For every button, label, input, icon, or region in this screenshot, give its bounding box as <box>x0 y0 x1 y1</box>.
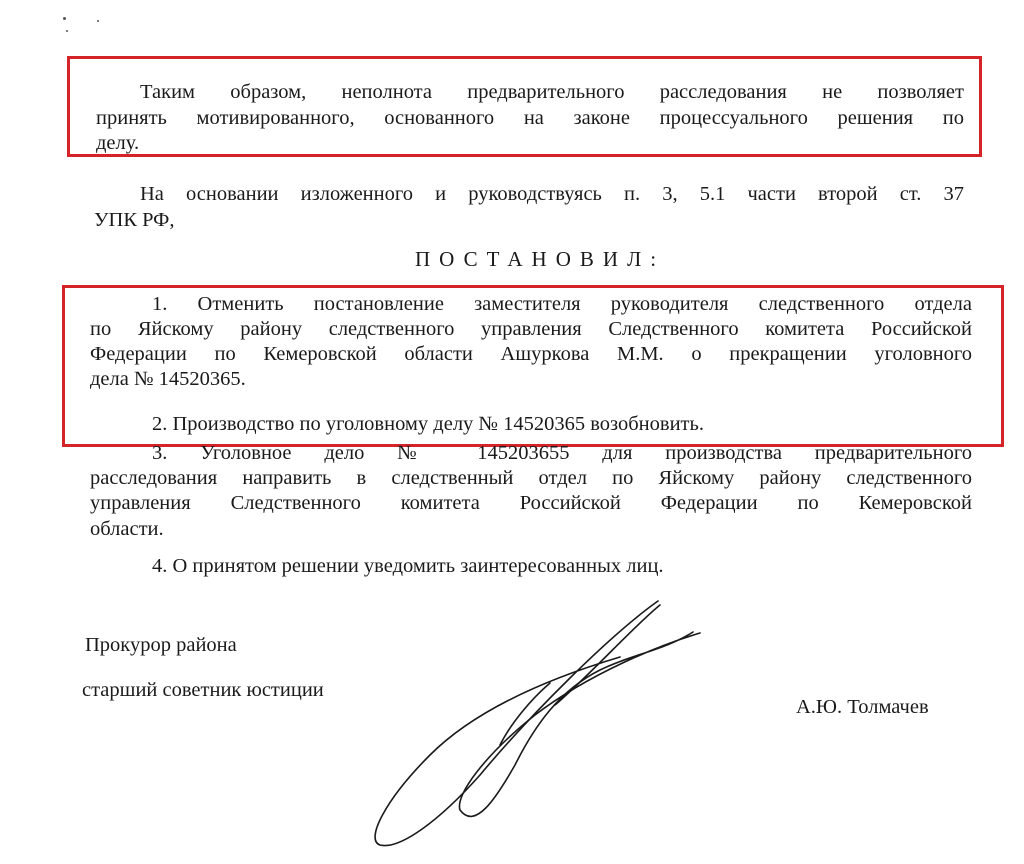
signatory-name: А.Ю. Толмачев <box>796 696 929 718</box>
scan-speck <box>97 20 99 22</box>
resolution-heading: ПОСТАНОВИЛ: <box>415 247 666 271</box>
paragraph-line: 1. Отменить постановление заместителя руководителя следственного отдела <box>152 293 972 315</box>
paragraph-line: расследования направить в следственный отдел по Яйскому району следственного <box>90 467 972 489</box>
resolution-item-2: 2. Производство по уголовному делу № 14520365 возобновить. <box>152 413 704 435</box>
paragraph-line: УПК РФ, <box>94 209 175 231</box>
paragraph-line: 3. Уголовное дело № 145203655 для производства предварительного <box>152 442 972 464</box>
paragraph-line: дела № 14520365. <box>90 368 246 390</box>
paragraph-line: управления Следственного комитета Российской Федерации по Кемеровской <box>90 492 972 514</box>
resolution-item-4: 4. О принятом решении уведомить заинтересованных лиц. <box>152 555 664 577</box>
signatory-title-line-2: старший советник юстиции <box>82 679 324 701</box>
paragraph-line: Федерации по Кемеровской области Ашуркова М.М. о прекращении уголовного <box>90 343 972 365</box>
scan-speck <box>63 17 66 20</box>
handwritten-signature <box>360 595 720 857</box>
scan-speck <box>66 30 68 32</box>
paragraph-line: делу. <box>96 132 140 154</box>
paragraph-line: по Яйскому району следственного управления Следственного комитета Российской <box>90 318 972 340</box>
paragraph-line: На основании изложенного и руководствуясь п. 3, 5.1 части второй ст. 37 <box>140 183 964 205</box>
paragraph-line: принять мотивированного, основанного на законе процессуального решения по <box>96 107 964 129</box>
signatory-title-line-1: Прокурор района <box>85 634 237 656</box>
paragraph-line: области. <box>90 518 164 540</box>
paragraph-line: Таким образом, неполнота предварительного расследования не позволяет <box>140 81 964 103</box>
